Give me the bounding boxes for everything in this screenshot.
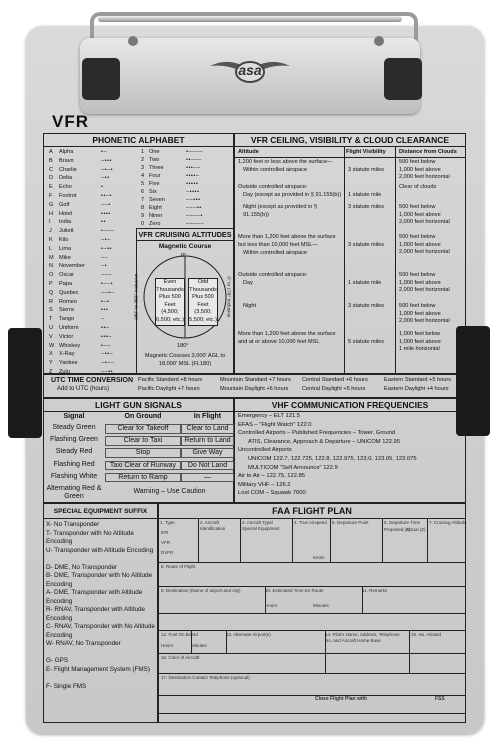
number-word: Five bbox=[149, 181, 160, 187]
vhf-line: Emergency – ELT 121.5 bbox=[238, 413, 300, 419]
ceiling-heading: VFR CEILING, VISIBILITY & CLOUD CLEARANCE bbox=[250, 135, 450, 145]
letter-char: E bbox=[49, 184, 53, 191]
light-gun-alt-signal: Alternating Red & Green bbox=[46, 485, 102, 500]
utc-standard: Central Standard +6 hours bbox=[302, 377, 368, 383]
letter-code: •••• bbox=[101, 210, 111, 217]
fp-fuel-hours: Hours bbox=[161, 643, 174, 648]
vhf-line: Lost COM – Squawk 7600 bbox=[238, 490, 306, 497]
letter-word: Uniform bbox=[59, 325, 79, 331]
letter-word: Golf bbox=[59, 201, 70, 208]
number-code: ––––– bbox=[186, 221, 205, 227]
clip-grip-right[interactable] bbox=[384, 58, 422, 100]
number-code: ••••• bbox=[186, 181, 199, 187]
letter-code: ––•– bbox=[101, 289, 115, 296]
utc-daylight: Central Daylight +5 hours bbox=[302, 386, 366, 392]
light-gun-cell: — bbox=[181, 473, 234, 483]
letter-code: •–• bbox=[101, 298, 110, 305]
vhf-line: Air to Air – 122.75, 122.85 bbox=[238, 473, 306, 480]
letter-word: Romeo bbox=[59, 298, 78, 305]
letter-char: H bbox=[49, 210, 54, 217]
letter-char: O bbox=[49, 272, 54, 279]
letter-word: Bravo bbox=[59, 157, 74, 164]
ceiling-clouds: 1,000 feet below 1,000 feet above 1 mile horizontal bbox=[399, 331, 441, 353]
letter-word: November bbox=[59, 263, 85, 270]
equipment-item: A- DME, Transponder with Altitude Encoding bbox=[46, 589, 143, 605]
letter-char: S bbox=[49, 307, 53, 314]
number-char: 3 bbox=[141, 165, 145, 171]
elastic-band-left[interactable] bbox=[8, 328, 42, 438]
fp-fss: FSS bbox=[435, 696, 445, 702]
letter-char: M bbox=[49, 254, 54, 261]
fp-alternate: 13. Alternate Airport(s) bbox=[226, 632, 271, 637]
letter-code: •• bbox=[101, 219, 106, 226]
magnetic-course-label: Magnetic Course bbox=[158, 243, 212, 250]
light-gun-cell: Steady Green bbox=[52, 424, 96, 431]
left-side-label: 180° to 359° Inclusive bbox=[134, 273, 140, 321]
phonetic-heading: PHONETIC ALPHABET bbox=[92, 135, 185, 145]
light-gun-cell: Clear for Takeoff bbox=[105, 424, 181, 434]
letter-code: •–•• bbox=[101, 245, 112, 252]
vhf-line: UNICOM 122.7, 122.725, 122.8, 122.975, 123.0, 123.05, 123.075 bbox=[248, 456, 417, 462]
light-gun-col: In Flight bbox=[193, 413, 222, 420]
letter-code: ––– bbox=[101, 272, 112, 279]
letter-word: Whiskey bbox=[59, 342, 81, 349]
fp-actual: Actual (Z) bbox=[406, 527, 426, 532]
rivet-right bbox=[374, 36, 384, 46]
letter-char: K bbox=[49, 237, 53, 243]
number-code: ––••• bbox=[186, 197, 201, 203]
fp-dvfr: DVFR bbox=[161, 550, 174, 555]
light-gun-heading: LIGHT GUN SIGNALS bbox=[95, 400, 182, 410]
ceiling-altitude: More than 1,200 feet above the surface and at or above 10,000 feet MSL bbox=[238, 331, 336, 345]
letter-char: G bbox=[49, 201, 54, 208]
number-code: ••••– bbox=[186, 173, 200, 179]
letter-char: B bbox=[49, 157, 53, 164]
fp-destination: 9. Destination (Name of airport and city) bbox=[161, 588, 241, 593]
letter-code: –• bbox=[101, 263, 108, 270]
number-char: 7 bbox=[141, 197, 145, 203]
letter-char: X bbox=[49, 351, 53, 358]
flight-plan-field: 5. Departure Point bbox=[332, 520, 369, 525]
cruising-heading: VFR CRUISING ALTITUDES bbox=[138, 230, 232, 239]
equipment-item: C- RNAV, Transponder with No Altitude Encoding bbox=[46, 623, 155, 639]
number-word: Four bbox=[149, 173, 161, 179]
flight-plan-field: 4. True Airspeed bbox=[294, 520, 327, 525]
ceiling-visibility: 3 statute miles bbox=[348, 303, 385, 309]
light-gun-cell: Flashing White bbox=[50, 472, 98, 480]
letter-word: Delta bbox=[59, 175, 73, 182]
letter-word: Kilo bbox=[59, 237, 69, 243]
letter-char: U bbox=[49, 325, 54, 331]
letter-code: –•–• bbox=[101, 166, 114, 173]
ceiling-altitude: Outside controlled airspace: bbox=[238, 184, 308, 190]
letter-word: Echo bbox=[59, 184, 72, 191]
letter-word: Hotel bbox=[59, 210, 73, 217]
letter-code: ••• bbox=[101, 307, 109, 314]
flight-plan-field: 3. Aircraft Type/ Special Equipment bbox=[242, 520, 280, 531]
letter-char: F bbox=[49, 193, 53, 199]
ceiling-visibility: 5 statute miles bbox=[348, 339, 385, 345]
vhf-line: Controlled Airports – Published Frequencies – Tower, Ground bbox=[238, 430, 396, 437]
number-word: Two bbox=[149, 157, 160, 163]
cruising-note: Magnetic Courses 3,000' AGL to 18,000' MSL (FL180) bbox=[144, 353, 226, 367]
number-code: •–––– bbox=[186, 149, 203, 155]
number-word: Six bbox=[149, 189, 157, 195]
number-char: 8 bbox=[141, 205, 145, 211]
letter-char: V bbox=[49, 333, 53, 340]
letter-word: Charlie bbox=[59, 166, 77, 173]
letter-code: • bbox=[101, 184, 104, 191]
equipment-item: X- No Transponder bbox=[46, 521, 100, 528]
fp-pilot: 14. Pilot's Name, Address, Telephone No. and Aircraft Home Base bbox=[325, 632, 400, 643]
ceiling-altitude: 1,200 feet or less above the surface— bbox=[238, 159, 333, 165]
letter-code: ••–• bbox=[101, 193, 112, 199]
logo-text: asa bbox=[238, 62, 262, 78]
fp-fuel-minutes: Minutes bbox=[191, 643, 207, 648]
vhf-line: Military VHF – 126.2 bbox=[238, 481, 291, 488]
number-word: Three bbox=[149, 165, 164, 171]
utc-sub: Add to UTC (hours) bbox=[57, 386, 110, 392]
letter-char: D bbox=[49, 175, 54, 182]
letter-word: Mike bbox=[59, 254, 71, 261]
equipment-item: R- RNAV, Transponder with Altitude Encoding bbox=[46, 606, 146, 622]
number-char: 2 bbox=[141, 157, 145, 163]
number-char: 5 bbox=[141, 181, 145, 187]
utc-standard: Mountain Standard +7 hours bbox=[220, 377, 291, 383]
flight-plan-field: 1. Type bbox=[160, 520, 175, 525]
ceiling-altitude: Outside controlled airspace: bbox=[238, 272, 308, 278]
number-code: ––––• bbox=[186, 213, 203, 219]
number-word: Seven bbox=[149, 197, 165, 203]
light-gun-cell: Taxi Clear of Runway bbox=[105, 461, 181, 471]
letter-char: Z bbox=[49, 369, 53, 375]
letter-code: ––•• bbox=[101, 369, 114, 375]
light-gun-alt-text: Warning – Use Caution bbox=[133, 488, 206, 495]
letter-code: –•–– bbox=[101, 360, 115, 367]
light-gun-cell: Clear to Taxi bbox=[105, 436, 181, 446]
letter-char: W bbox=[49, 342, 55, 349]
number-char: 6 bbox=[141, 189, 145, 195]
fp-ete: 10. Estimated Time En Route bbox=[265, 588, 324, 593]
compass-top: 0° bbox=[181, 253, 187, 259]
letter-char: T bbox=[49, 316, 53, 323]
vhf-line: MULTICOM "Self Announce" 122.9 bbox=[248, 464, 338, 471]
ceiling-col-visibility: Flight Visibility bbox=[346, 149, 386, 155]
light-gun-col: Signal bbox=[63, 413, 85, 420]
ceiling-altitude: More than 1,200 feet above the surface but less than 10,000 feet MSL— bbox=[238, 234, 336, 248]
fp-fuel: 12. Fuel On Board bbox=[161, 632, 198, 637]
equipment-item: W- RNAV, No Transponder bbox=[46, 640, 121, 647]
compass-bottom: 180° bbox=[177, 343, 189, 349]
ceiling-sub: Day (except as provided in § 91.155(b)) bbox=[243, 192, 342, 198]
flight-plan-heading: FAA FLIGHT PLAN bbox=[272, 506, 352, 516]
equipment-heading: SPECIAL EQUIPMENT SUFFIX bbox=[53, 508, 148, 515]
rivet-left bbox=[128, 36, 138, 46]
fp-close: Close Flight Plan with bbox=[315, 696, 367, 702]
equipment-item: D- DME, No Transponder bbox=[46, 563, 118, 571]
fp-route: 8. Route of Flight bbox=[161, 564, 196, 569]
light-gun-cell: Stop bbox=[105, 448, 181, 458]
ceiling-clouds: 500 feet below 1,000 feet above 2,000 feet horizontal bbox=[399, 234, 450, 256]
letter-char: Y bbox=[49, 360, 53, 367]
letter-code: –••• bbox=[101, 157, 112, 164]
letter-word: Victor bbox=[59, 333, 74, 340]
letter-code: •••– bbox=[101, 333, 112, 340]
light-gun-cell: Steady Red bbox=[55, 448, 93, 456]
letter-word: Oscar bbox=[59, 272, 74, 279]
ceiling-col-clouds: Distance from Clouds bbox=[399, 149, 457, 155]
number-word: Zero bbox=[149, 221, 161, 227]
elastic-band-right[interactable] bbox=[456, 326, 490, 436]
clip-grip-left[interactable] bbox=[82, 58, 120, 100]
fp-hours: Hours bbox=[265, 603, 278, 608]
reference-sheet bbox=[43, 133, 466, 723]
fp-ifr: IFR bbox=[161, 530, 169, 535]
letter-char: N bbox=[49, 263, 54, 270]
vhf-line: EFAS – "Flight Watch" 122.0 bbox=[238, 421, 312, 428]
number-code: –•••• bbox=[186, 189, 200, 195]
vhf-heading: VHF COMMUNICATION FREQUENCIES bbox=[271, 400, 429, 410]
letter-code: •–– bbox=[101, 342, 111, 349]
number-code: •••–– bbox=[186, 165, 201, 171]
odd-thousands: Odd Thousands Plus 500 Feet (3,500; 5,500; etc.) bbox=[188, 278, 218, 326]
equipment-item: B- DME, Transponder with No Altitude Encoding bbox=[46, 572, 153, 588]
utc-daylight: Eastern Daylight +4 hours bbox=[384, 386, 449, 392]
number-code: ••––– bbox=[186, 157, 202, 163]
number-code: –––•• bbox=[186, 205, 202, 211]
ceiling-clouds: Clear of clouds bbox=[399, 184, 437, 190]
letter-code: –•– bbox=[101, 237, 111, 243]
utc-daylight: Mountain Daylight +6 hours bbox=[220, 386, 289, 392]
letter-word: Quebec bbox=[59, 289, 79, 296]
light-gun-cell: Return to Land bbox=[181, 436, 234, 446]
letter-char: R bbox=[49, 298, 54, 305]
clip-bar[interactable] bbox=[98, 16, 402, 22]
letter-char: C bbox=[49, 166, 54, 173]
equipment-item: F- Single FMS bbox=[46, 682, 87, 690]
fp-proposed: Proposed (Z) bbox=[384, 527, 411, 532]
number-word: Niner bbox=[149, 213, 163, 219]
ceiling-clouds: 500 feet below 1,000 feet above 2,000 feet horizontal bbox=[399, 303, 450, 325]
light-gun-cell: Do Not Land bbox=[181, 461, 234, 471]
ceiling-clouds: 500 feet below 1,000 feet above 2,000 feet horizontal bbox=[399, 159, 450, 181]
equipment-item: G- GPS bbox=[46, 657, 69, 664]
ceiling-sub: Day bbox=[243, 280, 253, 286]
light-gun-cell: Give Way bbox=[181, 448, 234, 458]
letter-word: India bbox=[59, 219, 72, 226]
ceiling-visibility: 3 statute miles bbox=[348, 167, 385, 173]
utc-heading: UTC TIME CONVERSION bbox=[51, 377, 134, 384]
letter-char: Q bbox=[49, 289, 54, 296]
ceiling-visibility: 3 statute miles bbox=[348, 242, 385, 248]
number-char: 1 bbox=[141, 149, 145, 155]
ceiling-clouds: 500 feet below 1,000 feet above 2,000 feet horizontal bbox=[399, 204, 450, 226]
letter-word: Juliett bbox=[59, 228, 74, 235]
letter-code: – bbox=[101, 316, 105, 323]
utc-standard: Eastern Standard +5 hours bbox=[384, 377, 452, 383]
light-gun-cell: Flashing Red bbox=[53, 460, 95, 468]
equipment-item: T- Transponder with No Altitude Encoding bbox=[46, 529, 134, 545]
letter-char: J bbox=[49, 228, 52, 235]
letter-word: Tango bbox=[59, 316, 75, 323]
letter-code: –•• bbox=[101, 175, 110, 182]
letter-word: X-Ray bbox=[59, 351, 75, 358]
letter-word: Foxtrot bbox=[59, 193, 77, 199]
letter-word: Papa bbox=[59, 281, 73, 287]
utc-daylight: Pacific Daylight +7 hours bbox=[138, 386, 200, 392]
letter-char: L bbox=[49, 245, 53, 252]
utc-standard: Pacific Standard +8 hours bbox=[138, 377, 203, 383]
letter-code: –– bbox=[101, 254, 109, 261]
letter-word: Yankee bbox=[59, 360, 78, 367]
fp-aboard: 15. No. Aboard bbox=[411, 632, 442, 637]
light-gun-cell: Return to Ramp bbox=[105, 473, 181, 483]
even-thousands: Even Thousands Plus 500 Feet (4,500; 6,500; etc.) bbox=[155, 278, 185, 326]
ceiling-sub: Night bbox=[243, 303, 257, 309]
flight-plan-field: 7. Cruising Altitude bbox=[429, 520, 467, 525]
letter-char: P bbox=[49, 281, 53, 287]
ceiling-visibility: 3 statute miles bbox=[348, 204, 385, 210]
ceiling-sub: Within controlled airspace bbox=[243, 250, 308, 256]
ceiling-visibility: 1 statute mile bbox=[348, 192, 382, 198]
letter-word: Zulu bbox=[59, 369, 70, 375]
page-title: VFR bbox=[52, 112, 89, 131]
light-gun-cell: Clear to Land bbox=[181, 424, 234, 434]
letter-word: Sierra bbox=[59, 307, 74, 314]
number-char: 9 bbox=[141, 213, 145, 219]
fp-minutes: Minutes bbox=[313, 603, 329, 608]
letter-word: Lima bbox=[59, 245, 72, 252]
letter-code: ––• bbox=[101, 201, 111, 208]
light-gun-cell: Flashing Green bbox=[50, 436, 98, 444]
flight-plan-field: 2. Aircraft Identification bbox=[200, 520, 226, 531]
equipment-item: E- Flight Management System (FMS) bbox=[46, 665, 150, 673]
letter-code: •– bbox=[101, 149, 108, 155]
letter-code: ••– bbox=[101, 325, 110, 331]
number-char: 4 bbox=[141, 173, 145, 179]
right-side-label: 0° to 179° Inclusive bbox=[225, 276, 231, 318]
ceiling-visibility: 1 statute mile bbox=[348, 280, 382, 286]
fp-remarks: 11. Remarks bbox=[362, 588, 388, 593]
ceiling-col-altitude: Altitude bbox=[238, 149, 259, 155]
fp-contact: 17. Destination Contact Telephone (optional) bbox=[161, 675, 250, 680]
letter-code: •––– bbox=[101, 228, 115, 235]
number-word: One bbox=[149, 149, 160, 155]
equipment-item: U- Transponder with Altitude Encoding bbox=[46, 546, 154, 554]
letter-char: I bbox=[49, 219, 51, 226]
letter-word: Alpha bbox=[59, 149, 74, 155]
ceiling-sub: Within controlled airspace bbox=[243, 167, 308, 173]
number-word: Eight bbox=[149, 205, 162, 211]
ceiling-clouds: 500 feet below 1,000 feet above 2,000 feet horizontal bbox=[399, 272, 450, 294]
letter-char: A bbox=[49, 149, 53, 155]
ceiling-sub: Night (except as provided in § 91.155(b)) bbox=[243, 204, 318, 218]
vhf-line: ATIS, Clearance, Approach & Departure – UNICOM 122.95 bbox=[248, 438, 400, 445]
number-char: 0 bbox=[141, 221, 145, 227]
letter-code: •––• bbox=[101, 281, 114, 287]
fp-knots: Knots bbox=[313, 555, 325, 560]
letter-code: –••– bbox=[101, 351, 114, 358]
light-gun-col: On Ground bbox=[124, 413, 162, 420]
vhf-line: Uncontrolled Airports bbox=[238, 447, 292, 454]
flight-plan-field: 6. Departure Time bbox=[384, 520, 421, 525]
fp-color: 16. Color of Aircraft bbox=[161, 655, 200, 660]
fp-vfr: VFR bbox=[161, 540, 170, 545]
